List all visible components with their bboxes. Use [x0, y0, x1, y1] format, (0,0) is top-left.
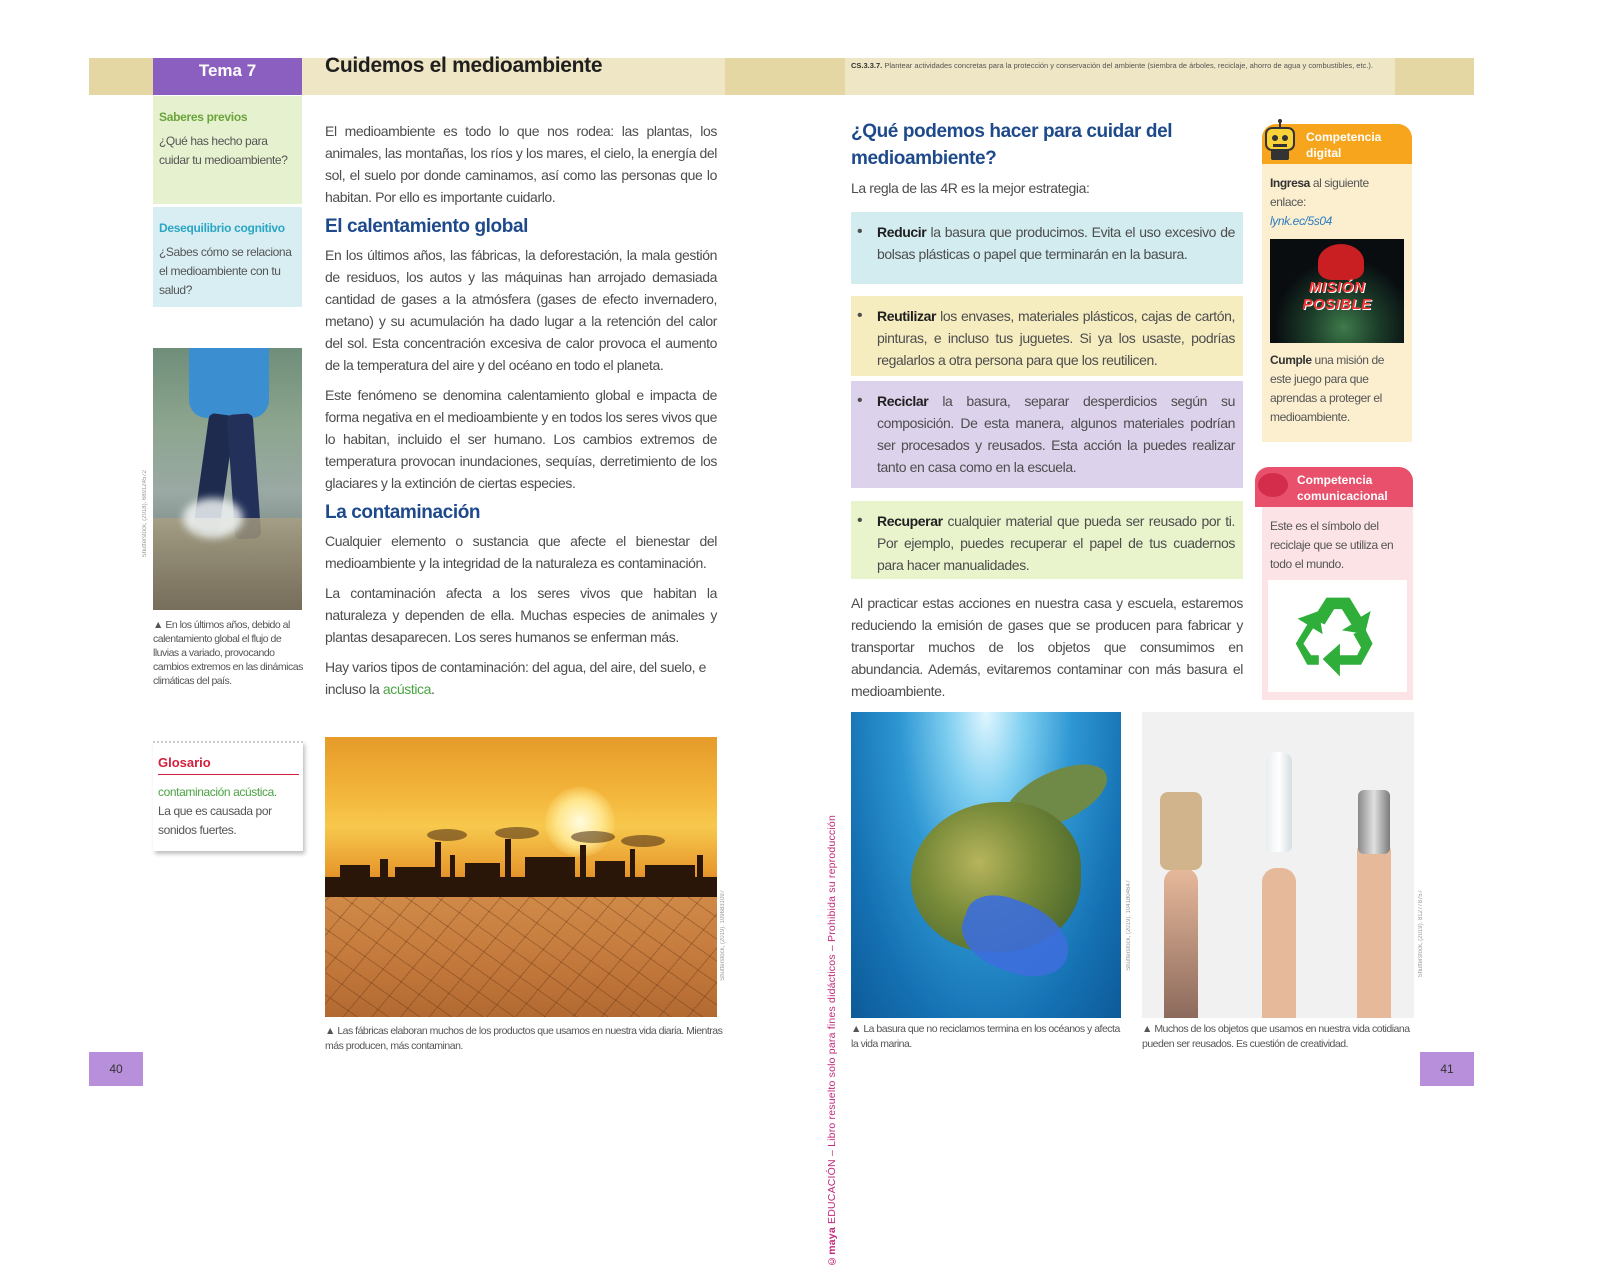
vertical-brand: ©maya — [826, 1227, 838, 1267]
rule-text: la basura, separar desperdicios según su composición. De esta manera, algunos materiales podrían ser procesados y reusados. Esta acción la puedes realizar tanto en casa como en la escuela. — [877, 393, 1235, 475]
flood-caption-text: En los últimos años, debido al calentamiento global el flujo de lluvias a variado, provocando cambios extremos en las dinámicas climáticas del país. — [153, 619, 303, 687]
contaminacion-paragraph-2: La contaminación afecta a los seres vivos que habitan la naturaleza y dependen de ella. Muchas especies de animales y plantas desaparecen. Los seres humanos se enferman más. — [325, 585, 717, 645]
speech-bubble-icon — [1258, 473, 1288, 497]
competencia-digital-heading-1: Competencia — [1306, 130, 1382, 144]
rule-recuperar: • Recuperar cualquier material que pueda ser reusado por ti. Por ejemplo, puedes recuperar el papel de tus cuadernos para hacer manualidades. — [851, 501, 1243, 579]
glosario-heading: Glosario — [158, 755, 299, 775]
turtle-photo — [851, 712, 1121, 1018]
rule-term: Reciclar — [877, 393, 929, 409]
triangle-bullet-icon: ▲ — [851, 1023, 864, 1035]
glosario-box — [153, 741, 303, 851]
ingresa-text — [1270, 174, 1404, 212]
rule-text: la basura que producimos. Evita el uso excesivo de bolsas plásticas o papel que terminarán en la basura. — [877, 224, 1235, 262]
turtle-photo-credit: Shutterstock, (2019). 1041804647 — [1126, 880, 1132, 971]
heading-contaminacion: La contaminación — [325, 502, 481, 523]
cumple-text — [1270, 351, 1404, 427]
robot-icon — [1263, 118, 1297, 162]
factory-caption — [325, 1024, 725, 1054]
closing-paragraph: Al practicar estas acciones en nuestra casa y escuela, estaremos reduciendo la emisión de gases que se producen para fabricar y transportar muchos de los objetos que consumimos en abundancia. Además, evitaremos contaminar con más basura el medioambiente. — [851, 595, 1243, 699]
ingresa-rest: al siguiente enlace: — [1270, 176, 1369, 209]
desequilibrio-heading: Desequilibrio cognitivo — [159, 221, 285, 235]
saberes-previos-text: ¿Qué has hecho para cuidar tu medioambiente? — [159, 134, 288, 167]
heading-calentamiento: El calentamiento global — [325, 216, 529, 237]
recycle-symbol-text: Este es el símbolo del reciclaje que se utiliza en todo el mundo. — [1270, 519, 1394, 571]
contaminacion-paragraph-1: Cualquier elemento o sustancia que afecte el bienestar del medioambiente y la integridad de la naturaleza es contaminación. — [325, 533, 717, 571]
flood-photo — [153, 348, 302, 610]
hands-photo-credit: Shutterstock, (2019). 812778757 — [1418, 890, 1424, 978]
glossary-link-acustica[interactable]: acústica — [382, 681, 432, 697]
factory-caption-text: Las fábricas elaboran muchos de los productos que usamos en nuestra vida diaria. Mientras más producen, más contaminan. — [325, 1025, 723, 1052]
ingresa-bold: Ingresa — [1270, 176, 1310, 190]
triangle-bullet-icon: ▲ — [1142, 1023, 1155, 1035]
cumple-bold: Cumple — [1270, 353, 1312, 367]
hands-caption-text: Muchos de los objetos que usamos en nuestra vida cotidiana pueden ser reusados. Es cuestión de creatividad. — [1142, 1023, 1410, 1050]
hands-photo — [1142, 712, 1414, 1018]
intro-paragraph: El medioambiente es todo lo que nos rodea: las plantas, los animales, las montañas, los ríos y los mares, el cielo, la energía del sol, el suelo por donde caminamos, así como las personas que lo habitan. Por ello es importante cuidarlo. — [325, 123, 717, 205]
rule-term: Reducir — [877, 224, 927, 240]
cumple-rest: una misión de este juego para que aprendas a proteger el medioambiente. — [1270, 353, 1385, 424]
vertical-copyright — [826, 815, 838, 1267]
header-band-right-edge — [1395, 58, 1474, 95]
triangle-bullet-icon: ▲ — [325, 1025, 338, 1037]
curriculum-code-id: CS.3.3.7. — [851, 61, 883, 70]
factory-photo — [325, 737, 717, 1017]
game-title: MISIÓN POSIBLE — [1302, 279, 1372, 313]
contaminacion-paragraph-3 — [325, 656, 717, 700]
vertical-copyright-text: EDUCACIÓN – Libro resuelto solo para fines didácticos – Prohibida su reproducción — [826, 815, 838, 1224]
saberes-previos-heading: Saberes previos — [159, 110, 248, 124]
turtle-caption — [851, 1022, 1121, 1052]
competencia-digital-body — [1262, 164, 1412, 442]
page-number-left: 40 — [89, 1052, 143, 1086]
recycle-icon — [1290, 588, 1386, 684]
factory-photo-credit: Shutterstock, (2019). 1096831097 — [720, 890, 726, 981]
calentamiento-paragraph-1: En los últimos años, las fábricas, la deforestación, la mala gestión de residuos, los autos y las máquinas han arrojado demasiada cantidad de gases a la atmósfera (gases de efecto invernadero, metano) y su acumulación ha dado lugar a la retención del calor del sol. Esta concentración excesiva de calor provoca el aumento de la temperatura del aire y del océano en todo el planeta. — [325, 247, 717, 373]
calentamiento-paragraph-2: Este fenómeno se denomina calentamiento global e impacta de forma negativa en el medioambiente y en todos los seres vivos que lo habitan, incluido el ser humano. Los cambios extremos de temperatura provocan inundaciones, sequías, derretimiento de los glaciares y la extinción de ciertas especies. — [325, 387, 717, 491]
question-heading: ¿Qué podemos hacer para cuidar del medioambiente? — [851, 121, 1173, 169]
flood-caption — [153, 618, 305, 688]
rule-text: cualquier material que pueda ser reusado por ti. Por ejemplo, puedes recuperar el papel de tus cuadernos para hacer manualidades. — [877, 513, 1235, 573]
rule-reducir: • Reducir la basura que producimos. Evita el uso excesivo de bolsas plásticas o papel que terminarán en la basura. — [851, 212, 1243, 284]
rule-term: Recuperar — [877, 513, 943, 529]
rule-text: los envases, materiales plásticos, cajas de cartón, pinturas, e incluso tus juguetes. Si ya los usaste, podrías regalarlos a otra persona para que los reutilicen. — [877, 308, 1235, 368]
triangle-bullet-icon: ▲ — [153, 619, 166, 631]
page-title: Cuidemos el medioambiente — [325, 54, 603, 77]
curriculum-code-text: Plantear actividades concretas para la protección y conservación del ambiente (siembra de árboles, reciclaje, ahorro de agua y combustibles, etc.). — [884, 61, 1373, 70]
curriculum-code — [851, 61, 1391, 70]
four-r-intro: La regla de las 4R es la mejor estrategia: — [851, 180, 1090, 196]
glosario-term: contaminación acústica. — [158, 785, 277, 799]
turtle-caption-text: La basura que no reciclamos termina en los océanos y afecta la vida marina. — [851, 1023, 1120, 1050]
header-band-left-edge — [89, 58, 153, 95]
flood-photo-credit: Shutterstock, (2018). 689124572 — [142, 470, 148, 558]
rule-reutilizar: • Reutilizar los envases, materiales plásticos, cajas de cartón, pinturas, e incluso tus juguetes. Si ya los usaste, podrías regalarlos a otra persona para que los reutilicen. — [851, 296, 1243, 376]
competencia-digital-heading-2: digital — [1306, 146, 1342, 160]
glosario-definition: La que es causada por sonidos fuertes. — [158, 804, 272, 837]
desequilibrio-text: ¿Sabes cómo se relaciona el medioambiente con tu salud? — [159, 245, 292, 297]
tema-label: Tema 7 — [153, 58, 302, 95]
saberes-previos-box — [153, 96, 302, 204]
recycle-symbol-box — [1268, 580, 1407, 692]
competencia-comunicacional-heading-1: Competencia — [1297, 473, 1373, 487]
contaminacion-paragraph-3-text: Hay varios tipos de contaminación: del agua, del aire, del suelo, e incluso la — [325, 659, 706, 697]
rule-term: Reutilizar — [877, 308, 937, 324]
competencia-comunicacional-heading-2: comunicacional — [1297, 489, 1388, 503]
header-band-center — [725, 58, 845, 95]
left-main-column — [325, 120, 717, 708]
page-number-right: 41 — [1420, 1052, 1474, 1086]
rule-reciclar: • Reciclar la basura, separar desperdicios según su composición. De esta manera, algunos materiales podrían ser procesados y reusados. Esta acción la puedes realizar tanto en casa como en la escuela. — [851, 381, 1243, 488]
game-link[interactable]: lynk.ec/5s04 — [1270, 214, 1332, 228]
game-thumbnail[interactable] — [1270, 239, 1404, 343]
desequilibrio-box — [153, 207, 302, 307]
hands-caption — [1142, 1022, 1422, 1052]
contaminacion-paragraph-3-end: . — [431, 681, 435, 697]
